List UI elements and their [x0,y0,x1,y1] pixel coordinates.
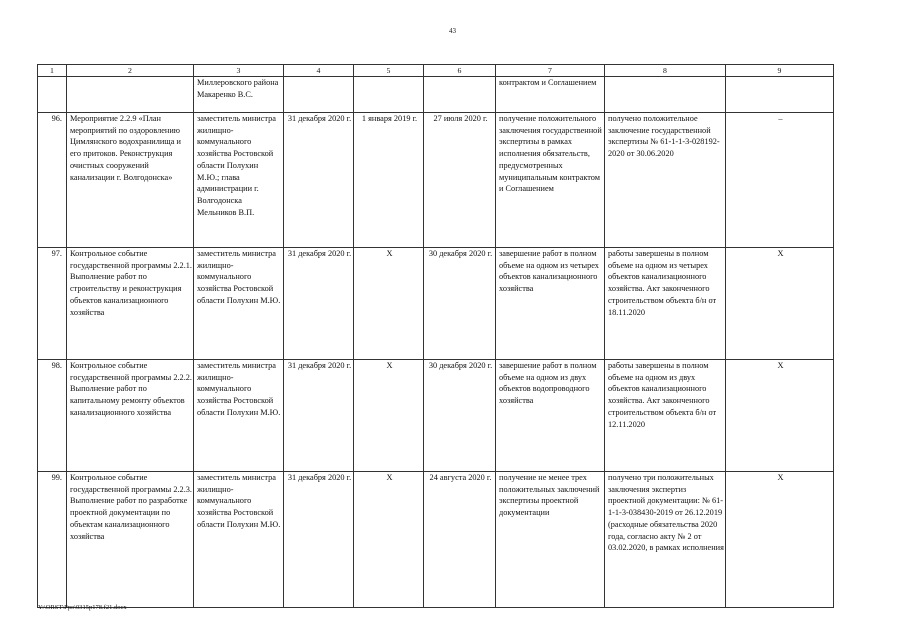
column-number: 1 [38,65,67,77]
table-row [38,248,834,360]
event-name-cell: Мероприятие 2.2.9 «План мероприятий по оздоровлению Цимлянского водохранилища и его притоков. Реконструкция очистных сооружений канализации г. Волгодонска» [67,113,194,248]
continuation-row [38,77,834,113]
note-cell: X [726,472,834,608]
responsible-cell: заместитель министра жилищно-коммунального хозяйства Ростовской области Полухин М.Ю. [194,360,284,472]
end-date-cell: 27 июля 2020 г. [424,113,496,248]
column-number: 6 [424,65,496,77]
column-number-row [38,65,834,77]
plan-date-cell: 31 декабря 2020 г. [284,360,354,472]
plan-date-cell: 31 декабря 2020 г. [284,113,354,248]
responsible-cell: заместитель министра жилищно-коммунального хозяйства Ростовской области Полухин М.Ю. [194,248,284,360]
start-date-cell: X [354,472,424,608]
responsible-cell: Миллеровского района Макаренко В.С. [194,77,284,113]
column-number: 2 [67,65,194,77]
responsible-cell: заместитель министра жилищно-коммунального хозяйства Ростовской области Полухин М.Ю.; глава администрации г. Волгодонска Мельников В.П. [194,113,284,248]
file-path-footer: Y:\ORST\Ppo\0315p178.f21.docx [38,604,127,611]
note-cell: – [726,113,834,248]
end-date-cell: 30 декабря 2020 г. [424,248,496,360]
plan-date-cell: 31 декабря 2020 г. [284,472,354,608]
column-number: 7 [496,65,605,77]
end-date-cell: 24 августа 2020 г. [424,472,496,608]
actual-result-cell: получено три положительных заключения экспертиз проектной документации: № 61-1-1-3-038430-2019 от 26.12.2019 (расходные обязательства 2020 года, согласно акту № 2 от 03.02.2020, в рамках исполнения [605,472,726,608]
column-number: 9 [726,65,834,77]
expected-result-cell: получение положительного заключения государственной экспертизы в рамках исполнения обязательств, предусмотренных муниципальным контрактом и Соглашением [496,113,605,248]
plan-date-cell: 31 декабря 2020 г. [284,248,354,360]
column-number: 3 [194,65,284,77]
end-date-cell: 30 декабря 2020 г. [424,360,496,472]
start-date-cell: 1 января 2019 г. [354,113,424,248]
row-number: 99. [38,472,67,608]
column-number: 4 [284,65,354,77]
table-row [38,360,834,472]
row-number: 98. [38,360,67,472]
actual-result-cell: работы завершены в полном объеме на одном из двух объектов канализационного хозяйства. Акт законченного строительством объекта б/н от 12.11.2020 [605,360,726,472]
row-number: 97. [38,248,67,360]
column-number: 8 [605,65,726,77]
start-date-cell: X [354,360,424,472]
page-number: 43 [449,27,456,35]
actual-result-cell: работы завершены в полном объеме на одном из четырех объектов канализационного хозяйства. Акт законченного строительством объекта б/н от 18.11.2020 [605,248,726,360]
report-table [37,64,834,608]
row-number: 96. [38,113,67,248]
start-date-cell: X [354,248,424,360]
note-cell: X [726,360,834,472]
actual-result-cell: получено положительное заключение государственной экспертизы № 61-1-1-3-028192-2020 от 30.06.2020 [605,113,726,248]
expected-result-cell: получение не менее трех положительных заключений экспертизы проектной документации [496,472,605,608]
expected-result-cell: завершение работ в полном объеме на одном из четырех объектов канализационного хозяйства [496,248,605,360]
responsible-cell: заместитель министра жилищно-коммунального хозяйства Ростовской области Полухин М.Ю. [194,472,284,608]
event-name-cell: Контрольное событие государственной программы 2.2.1. Выполнение работ по строительству и реконструкция объектов канализационного хозяйства [67,248,194,360]
expected-result-cell: завершение работ в полном объеме на одном из двух объектов водопроводного хозяйства [496,360,605,472]
event-name-cell: Контрольное событие государственной программы 2.2.2. Выполнение работ по капитальному ремонту объектов канализационного хозяйства [67,360,194,472]
event-name-cell: Контрольное событие государственной программы 2.2.3. Выполнение работ по разработке проектной документации по объектам канализационного хозяйства [67,472,194,608]
expected-result-cell: контрактом и Соглашением [496,77,605,113]
table-row [38,472,834,608]
table-row [38,113,834,248]
column-number: 5 [354,65,424,77]
note-cell: X [726,248,834,360]
